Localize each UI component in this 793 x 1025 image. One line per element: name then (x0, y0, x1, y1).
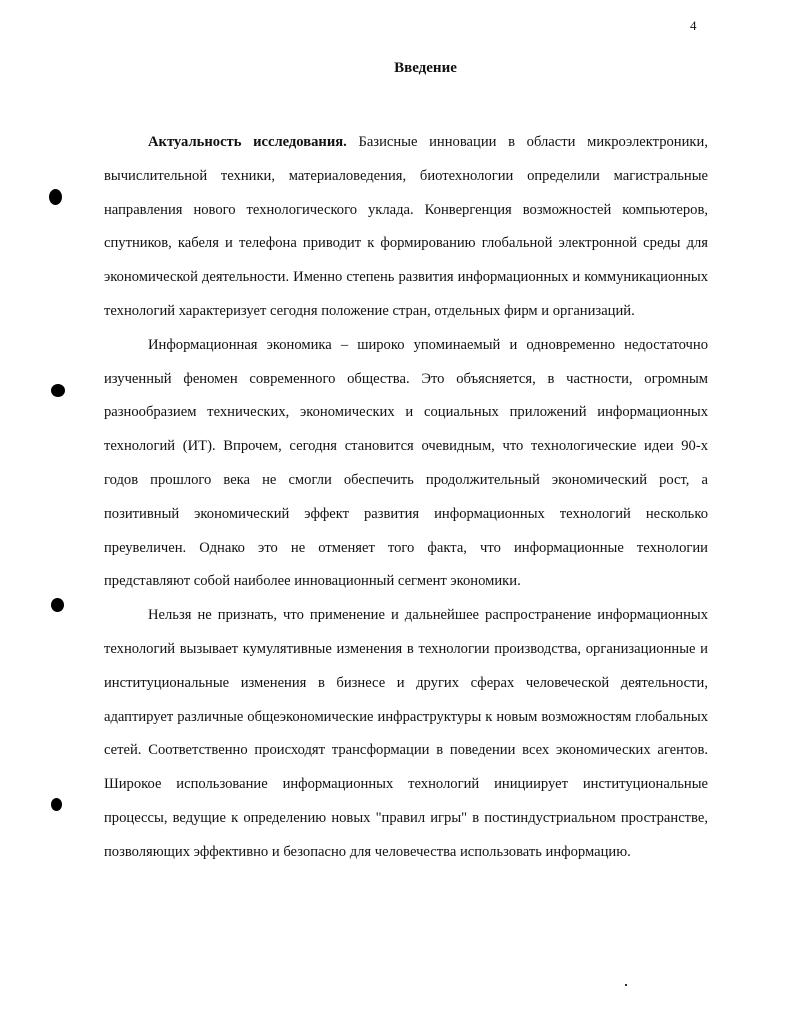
punch-hole-mark (49, 189, 62, 205)
punch-hole-mark (51, 384, 65, 397)
paragraph-information-economy: Информационная экономика – широко упоминаемый и одновременно недостаточно изученный феномен современного общества. Это объясняется, в частности, огромным разнообразием технических, экономических и социальных приложений информационных технологий (ИТ). Впрочем, сегодня становится очевидным, что технологические идеи 90-х годов прошлого века не смогли обеспечить продолжительный экономический рост, а позитивный экономический эффект развития информационных технологий несколько преувеличен. Однако это не отменяет того факта, что информационные технологии представляют собой наиболее инновационный сегмент экономики. (104, 336, 708, 590)
body-text (104, 126, 708, 870)
page-title: Введение (394, 60, 457, 76)
punch-hole-mark (51, 798, 62, 811)
paragraph-text: Базисные инновации в области микроэлектроники, вычислительной техники, материаловедения, биотехнологии определили магистральные направления нового технологического уклада. Конвергенция возможностей компьютеров, спутников, кабеля и телефона приводит к формированию глобальной электронной среды для экономической деятельности. Именно степень развития информационных и коммуникационных технологий характеризует сегодня положение стран, отдельных фирм и организаций. (104, 134, 708, 319)
paragraph-relevance (104, 126, 708, 329)
page-number: 4 (690, 18, 697, 33)
paragraph-it-diffusion: Нельзя не признать, что применение и дальнейшее распространение информационных технологий вызывает кумулятивные изменения в технологии производства, организационные и институциональные изменения в бизнесе и других сферах человеческой деятельности, адаптирует различные общеэкономические инфраструктуры к новым возможностям глобальных сетей. Соответственно происходят трансформации в поведении всех экономических агентов. Широкое использование информационных технологий инициирует институциональные процессы, ведущие к определению новых "правил игры" в постиндустриальном пространстве, позволяющих эффективно и безопасно для человечества использовать информацию. (104, 607, 708, 860)
paragraph-lead: Актуальность исследования. (148, 134, 347, 150)
scan-speck (625, 984, 627, 986)
punch-hole-mark (51, 598, 64, 612)
